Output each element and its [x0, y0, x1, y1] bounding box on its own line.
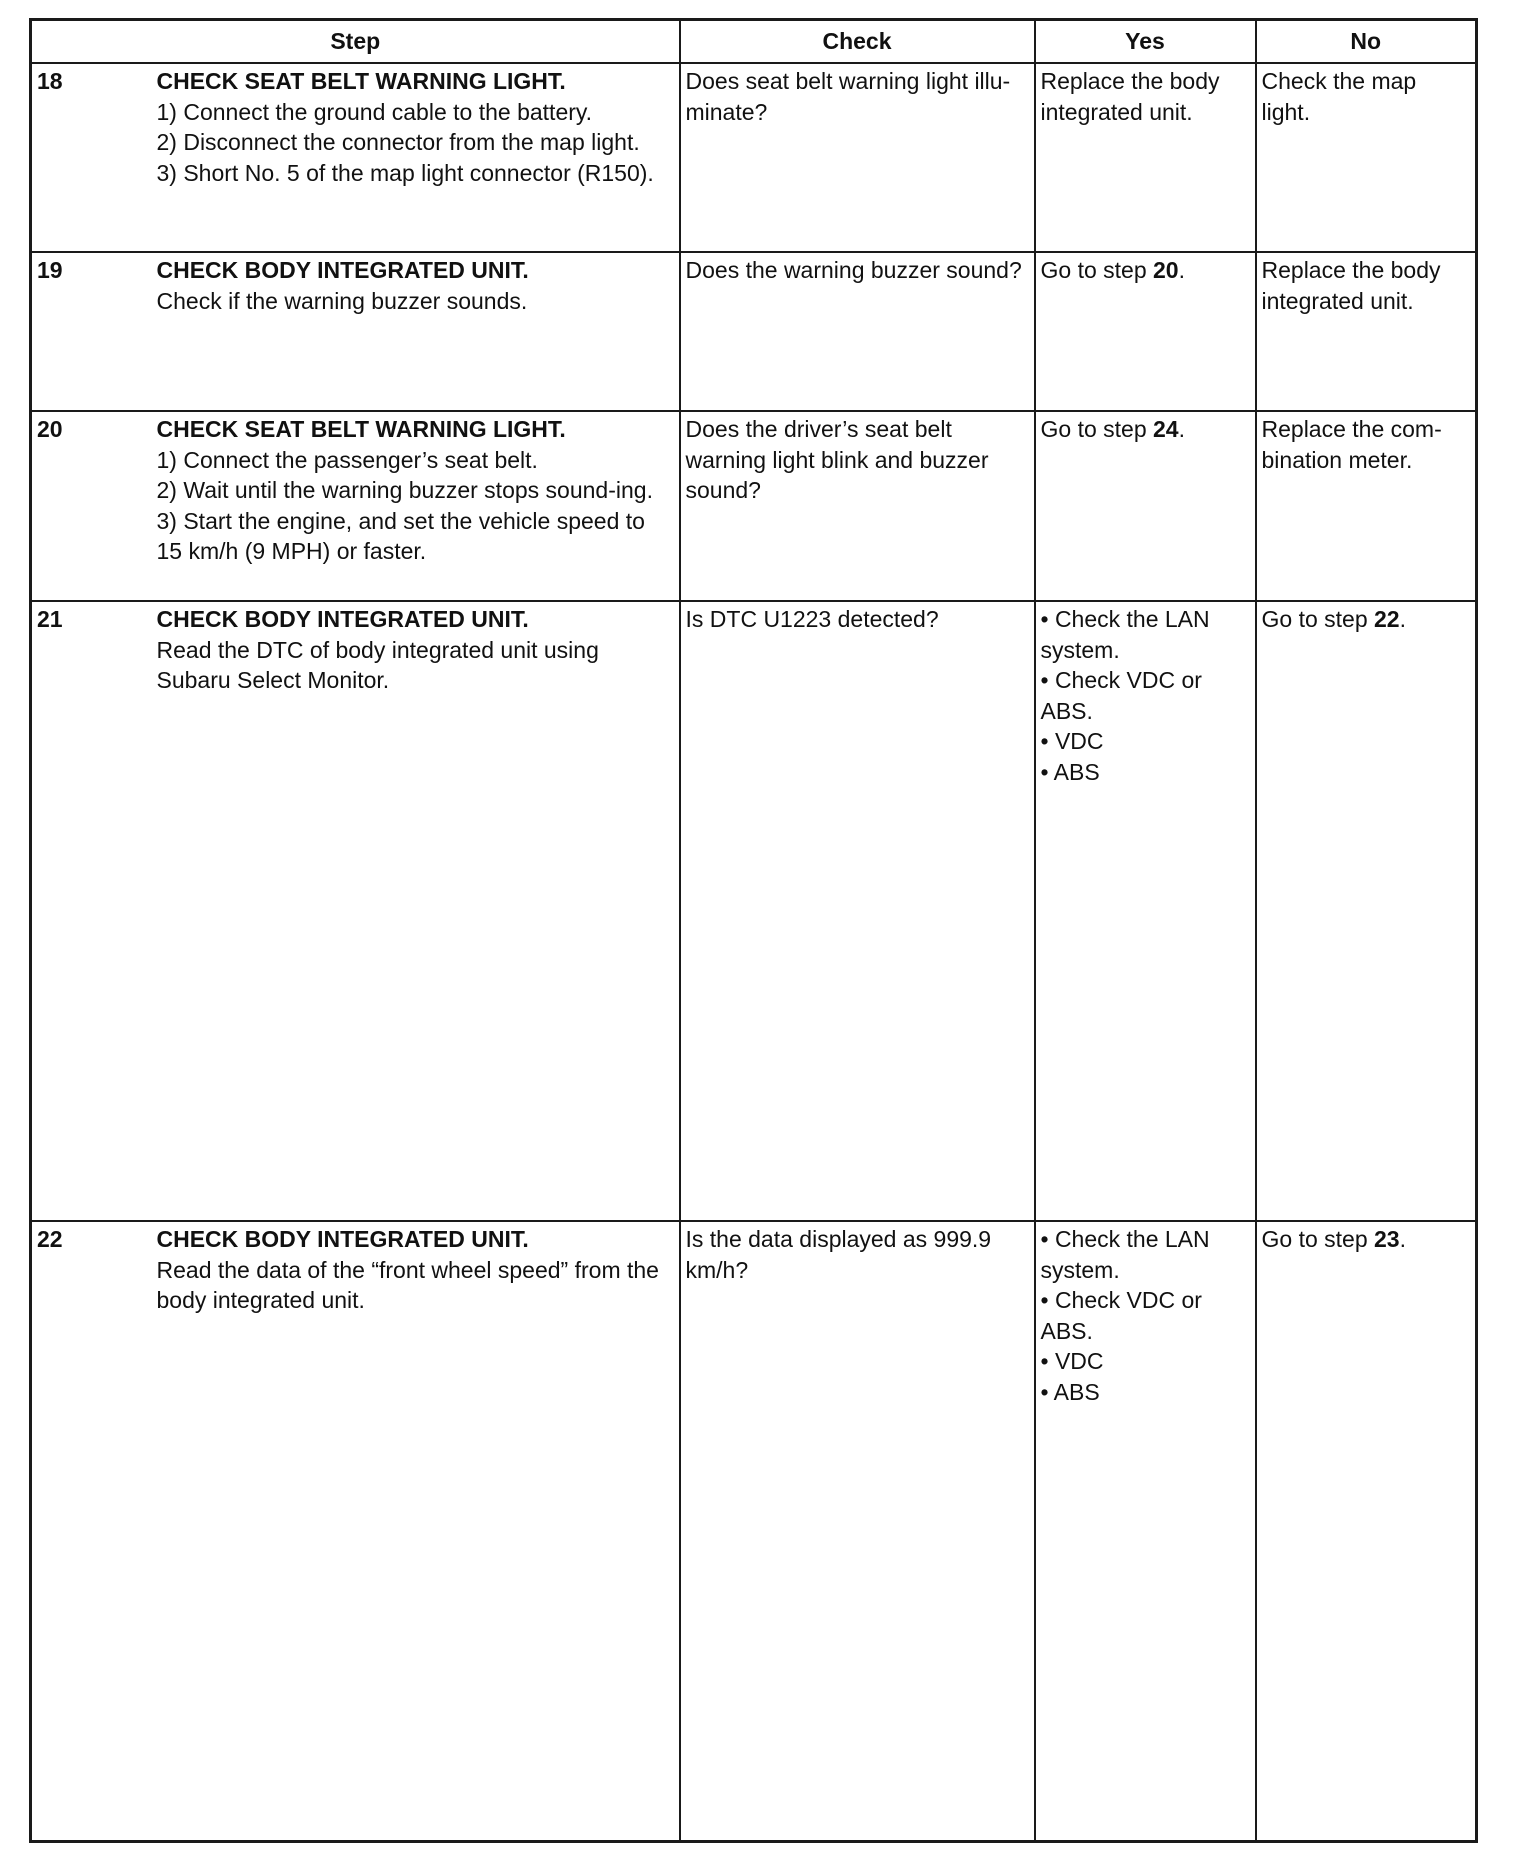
step-title: CHECK SEAT BELT WARNING LIGHT. [156, 68, 566, 94]
step-line: 1) Connect the ground cable to the battery. [156, 98, 593, 125]
step-number: 20 [31, 411, 152, 601]
step-line: Read the DTC of body integrated unit using Subaru Select Monitor. [156, 636, 599, 693]
no-cell [1256, 601, 1477, 1221]
header-yes: Yes [1035, 20, 1256, 64]
goto-text: Go to step [1040, 416, 1154, 442]
check-cell: Does seat belt warning light illu-minate? [680, 63, 1035, 252]
step-title: CHECK SEAT BELT WARNING LIGHT. [156, 416, 566, 442]
step-line: 2) Disconnect the connector from the map light. [156, 129, 640, 155]
yes-cell [1035, 1221, 1256, 1841]
yes-cell: Replace the body integrated unit. [1035, 63, 1256, 252]
yes-bullet: • Check VDC or ABS. [1040, 667, 1202, 724]
goto-suffix: . [1178, 416, 1185, 442]
goto-suffix: . [1399, 606, 1406, 632]
step-description [152, 63, 680, 252]
step-description [152, 601, 680, 1221]
step-line: Check if the warning buzzer sounds. [156, 287, 528, 314]
table-row [31, 1221, 1477, 1841]
table-row [31, 63, 1477, 252]
table-row [31, 252, 1477, 411]
goto-step-link[interactable]: 20 [1153, 257, 1179, 283]
goto-suffix: . [1178, 257, 1185, 283]
goto-text: Go to step [1261, 606, 1375, 632]
step-title: CHECK BODY INTEGRATED UNIT. [156, 606, 529, 632]
goto-step-link[interactable]: 23 [1374, 1226, 1400, 1252]
step-number: 22 [31, 1221, 152, 1841]
yes-bullet: • VDC [1040, 1348, 1104, 1374]
no-cell: Check the map light. [1256, 63, 1477, 252]
yes-cell [1035, 411, 1256, 601]
step-description [152, 411, 680, 601]
step-number: 19 [31, 252, 152, 411]
step-title: CHECK BODY INTEGRATED UNIT. [156, 1226, 529, 1252]
goto-text: Go to step [1040, 257, 1154, 283]
header-check: Check [680, 20, 1035, 64]
step-line: 3) Short No. 5 of the map light connector (R150). [156, 159, 654, 186]
no-cell [1256, 1221, 1477, 1841]
step-description [152, 1221, 680, 1841]
goto-step-link[interactable]: 24 [1153, 416, 1179, 442]
header-row [31, 20, 1477, 64]
step-description [152, 252, 680, 411]
header-step: Step [31, 20, 680, 64]
diagnostic-table [29, 18, 1478, 1843]
check-cell: Is DTC U1223 detected? [680, 601, 1035, 1221]
no-cell: Replace the body integrated unit. [1256, 252, 1477, 411]
goto-step-link[interactable]: 22 [1374, 606, 1400, 632]
yes-cell [1035, 252, 1256, 411]
step-title: CHECK BODY INTEGRATED UNIT. [156, 257, 529, 283]
step-line: 3) Start the engine, and set the vehicle speed to 15 km/h (9 MPH) or faster. [156, 507, 645, 564]
yes-bullet: • ABS [1040, 758, 1100, 785]
goto-text: Go to step [1261, 1226, 1375, 1252]
header-no: No [1256, 20, 1477, 64]
yes-bullet: • Check the LAN system. [1040, 606, 1210, 663]
step-number: 21 [31, 601, 152, 1221]
step-line: 1) Connect the passenger’s seat belt. [156, 446, 538, 473]
step-line: Read the data of the “front wheel speed” from the body integrated unit. [156, 1256, 659, 1313]
check-cell: Is the data displayed as 999.9 km/h? [680, 1221, 1035, 1841]
yes-bullet: • ABS [1040, 1378, 1100, 1405]
step-line: 2) Wait until the warning buzzer stops sound-ing. [156, 477, 653, 503]
no-cell: Replace the com-bination meter. [1256, 411, 1477, 601]
table-row [31, 411, 1477, 601]
check-cell: Does the driver’s seat belt warning light blink and buzzer sound? [680, 411, 1035, 601]
check-cell: Does the warning buzzer sound? [680, 252, 1035, 411]
step-number: 18 [31, 63, 152, 252]
yes-bullet: • Check VDC or ABS. [1040, 1287, 1202, 1344]
goto-suffix: . [1399, 1226, 1406, 1252]
yes-bullet: • VDC [1040, 728, 1104, 754]
yes-bullet: • Check the LAN system. [1040, 1226, 1210, 1283]
yes-cell [1035, 601, 1256, 1221]
table-row [31, 601, 1477, 1221]
